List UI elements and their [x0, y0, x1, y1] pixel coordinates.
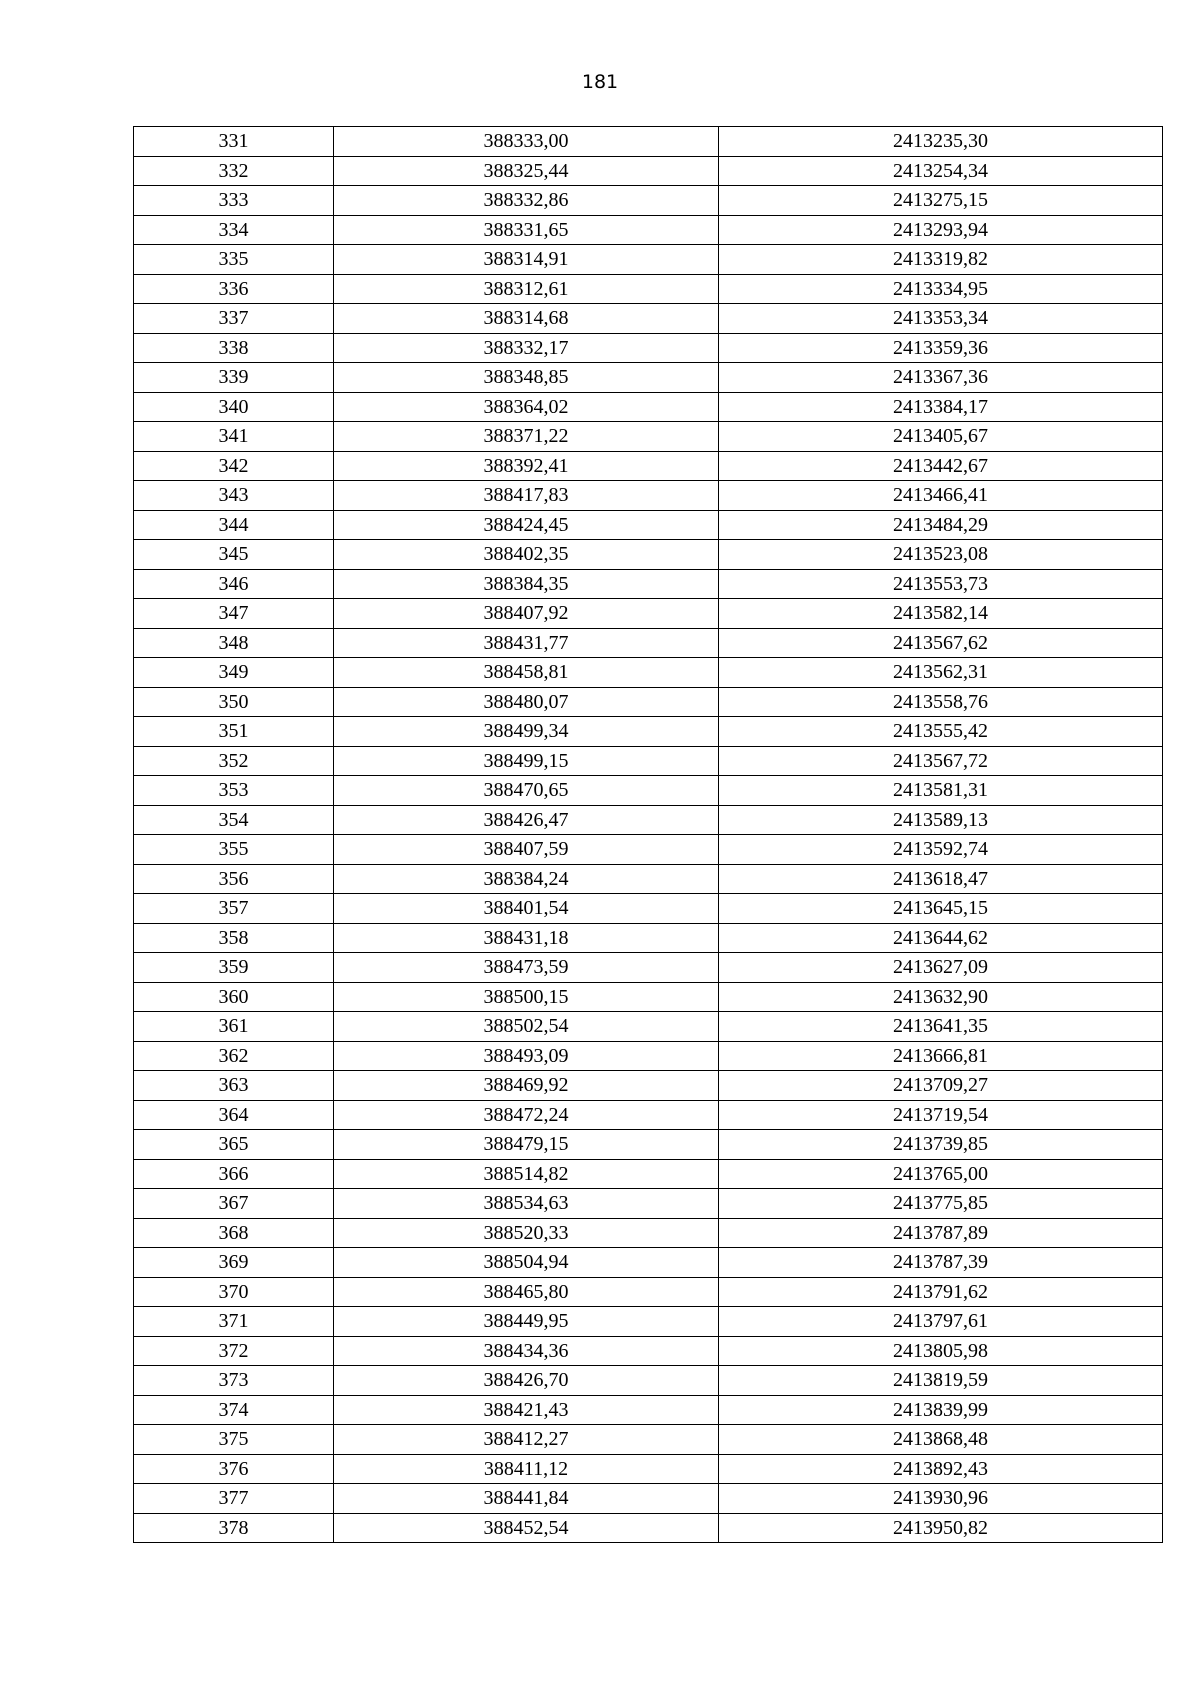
- table-row: [134, 805, 1163, 835]
- point-number-cell: 339: [134, 363, 334, 393]
- y-coordinate-cell: 2413868,48: [719, 1425, 1163, 1455]
- point-number-cell: 355: [134, 835, 334, 865]
- point-number-cell: 358: [134, 923, 334, 953]
- point-number-cell: 366: [134, 1159, 334, 1189]
- y-coordinate-cell: 2413293,94: [719, 215, 1163, 245]
- point-number-cell: 368: [134, 1218, 334, 1248]
- point-number-cell: 365: [134, 1130, 334, 1160]
- y-coordinate-cell: 2413235,30: [719, 127, 1163, 157]
- y-coordinate-cell: 2413254,34: [719, 156, 1163, 186]
- x-coordinate-cell: 388314,91: [334, 245, 719, 275]
- y-coordinate-cell: 2413319,82: [719, 245, 1163, 275]
- y-coordinate-cell: 2413645,15: [719, 894, 1163, 924]
- table-row: [134, 510, 1163, 540]
- y-coordinate-cell: 2413592,74: [719, 835, 1163, 865]
- point-number-cell: 362: [134, 1041, 334, 1071]
- table-row: [134, 687, 1163, 717]
- y-coordinate-cell: 2413567,72: [719, 746, 1163, 776]
- point-number-cell: 359: [134, 953, 334, 983]
- point-number-cell: 374: [134, 1395, 334, 1425]
- table-row: [134, 540, 1163, 570]
- coordinates-table: [133, 126, 1163, 1543]
- y-coordinate-cell: 2413555,42: [719, 717, 1163, 747]
- table-row: [134, 481, 1163, 511]
- table-row: [134, 363, 1163, 393]
- point-number-cell: 369: [134, 1248, 334, 1278]
- point-number-cell: 364: [134, 1100, 334, 1130]
- table-row: [134, 746, 1163, 776]
- table-row: [134, 1425, 1163, 1455]
- x-coordinate-cell: 388325,44: [334, 156, 719, 186]
- y-coordinate-cell: 2413839,99: [719, 1395, 1163, 1425]
- x-coordinate-cell: 388417,83: [334, 481, 719, 511]
- x-coordinate-cell: 388493,09: [334, 1041, 719, 1071]
- x-coordinate-cell: 388421,43: [334, 1395, 719, 1425]
- y-coordinate-cell: 2413484,29: [719, 510, 1163, 540]
- x-coordinate-cell: 388401,54: [334, 894, 719, 924]
- point-number-cell: 345: [134, 540, 334, 570]
- point-number-cell: 344: [134, 510, 334, 540]
- table-row: [134, 1012, 1163, 1042]
- table-row: [134, 156, 1163, 186]
- x-coordinate-cell: 388449,95: [334, 1307, 719, 1337]
- x-coordinate-cell: 388465,80: [334, 1277, 719, 1307]
- point-number-cell: 376: [134, 1454, 334, 1484]
- table-row: [134, 717, 1163, 747]
- table-row: [134, 1248, 1163, 1278]
- point-number-cell: 351: [134, 717, 334, 747]
- x-coordinate-cell: 388348,85: [334, 363, 719, 393]
- x-coordinate-cell: 388312,61: [334, 274, 719, 304]
- y-coordinate-cell: 2413582,14: [719, 599, 1163, 629]
- x-coordinate-cell: 388472,24: [334, 1100, 719, 1130]
- x-coordinate-cell: 388314,68: [334, 304, 719, 334]
- table-row: [134, 1484, 1163, 1514]
- x-coordinate-cell: 388514,82: [334, 1159, 719, 1189]
- table-row: [134, 835, 1163, 865]
- table-row: [134, 569, 1163, 599]
- table-row: [134, 1159, 1163, 1189]
- point-number-cell: 342: [134, 451, 334, 481]
- table-row: [134, 1454, 1163, 1484]
- y-coordinate-cell: 2413589,13: [719, 805, 1163, 835]
- y-coordinate-cell: 2413275,15: [719, 186, 1163, 216]
- table-row: [134, 1513, 1163, 1543]
- point-number-cell: 336: [134, 274, 334, 304]
- x-coordinate-cell: 388331,65: [334, 215, 719, 245]
- y-coordinate-cell: 2413805,98: [719, 1336, 1163, 1366]
- y-coordinate-cell: 2413787,39: [719, 1248, 1163, 1278]
- y-coordinate-cell: 2413627,09: [719, 953, 1163, 983]
- y-coordinate-cell: 2413553,73: [719, 569, 1163, 599]
- y-coordinate-cell: 2413558,76: [719, 687, 1163, 717]
- x-coordinate-cell: 388407,59: [334, 835, 719, 865]
- table-row: [134, 1366, 1163, 1396]
- x-coordinate-cell: 388434,36: [334, 1336, 719, 1366]
- point-number-cell: 375: [134, 1425, 334, 1455]
- y-coordinate-cell: 2413892,43: [719, 1454, 1163, 1484]
- x-coordinate-cell: 388470,65: [334, 776, 719, 806]
- y-coordinate-cell: 2413562,31: [719, 658, 1163, 688]
- point-number-cell: 354: [134, 805, 334, 835]
- x-coordinate-cell: 388469,92: [334, 1071, 719, 1101]
- table-row: [134, 923, 1163, 953]
- table-row: [134, 1336, 1163, 1366]
- point-number-cell: 331: [134, 127, 334, 157]
- point-number-cell: 333: [134, 186, 334, 216]
- table-row: [134, 1395, 1163, 1425]
- x-coordinate-cell: 388412,27: [334, 1425, 719, 1455]
- x-coordinate-cell: 388402,35: [334, 540, 719, 570]
- table-row: [134, 658, 1163, 688]
- point-number-cell: 349: [134, 658, 334, 688]
- y-coordinate-cell: 2413765,00: [719, 1159, 1163, 1189]
- point-number-cell: 338: [134, 333, 334, 363]
- x-coordinate-cell: 388431,77: [334, 628, 719, 658]
- table-row: [134, 392, 1163, 422]
- point-number-cell: 347: [134, 599, 334, 629]
- x-coordinate-cell: 388364,02: [334, 392, 719, 422]
- y-coordinate-cell: 2413618,47: [719, 864, 1163, 894]
- point-number-cell: 350: [134, 687, 334, 717]
- x-coordinate-cell: 388431,18: [334, 923, 719, 953]
- table-row: [134, 215, 1163, 245]
- table-row: [134, 186, 1163, 216]
- x-coordinate-cell: 388499,15: [334, 746, 719, 776]
- x-coordinate-cell: 388499,34: [334, 717, 719, 747]
- y-coordinate-cell: 2413666,81: [719, 1041, 1163, 1071]
- x-coordinate-cell: 388441,84: [334, 1484, 719, 1514]
- point-number-cell: 367: [134, 1189, 334, 1219]
- table-row: [134, 1041, 1163, 1071]
- point-number-cell: 357: [134, 894, 334, 924]
- point-number-cell: 341: [134, 422, 334, 452]
- x-coordinate-cell: 388504,94: [334, 1248, 719, 1278]
- y-coordinate-cell: 2413709,27: [719, 1071, 1163, 1101]
- y-coordinate-cell: 2413930,96: [719, 1484, 1163, 1514]
- y-coordinate-cell: 2413719,54: [719, 1100, 1163, 1130]
- x-coordinate-cell: 388371,22: [334, 422, 719, 452]
- point-number-cell: 348: [134, 628, 334, 658]
- point-number-cell: 335: [134, 245, 334, 275]
- y-coordinate-cell: 2413581,31: [719, 776, 1163, 806]
- y-coordinate-cell: 2413819,59: [719, 1366, 1163, 1396]
- y-coordinate-cell: 2413644,62: [719, 923, 1163, 953]
- table-row: [134, 1071, 1163, 1101]
- y-coordinate-cell: 2413775,85: [719, 1189, 1163, 1219]
- table-row: [134, 1130, 1163, 1160]
- table-row: [134, 304, 1163, 334]
- point-number-cell: 373: [134, 1366, 334, 1396]
- y-coordinate-cell: 2413384,17: [719, 392, 1163, 422]
- table-row: [134, 982, 1163, 1012]
- table-row: [134, 599, 1163, 629]
- page-number: 181: [581, 71, 619, 93]
- point-number-cell: 343: [134, 481, 334, 511]
- y-coordinate-cell: 2413334,95: [719, 274, 1163, 304]
- y-coordinate-cell: 2413791,62: [719, 1277, 1163, 1307]
- table-row: [134, 1307, 1163, 1337]
- y-coordinate-cell: 2413641,35: [719, 1012, 1163, 1042]
- x-coordinate-cell: 388333,00: [334, 127, 719, 157]
- y-coordinate-cell: 2413523,08: [719, 540, 1163, 570]
- x-coordinate-cell: 388479,15: [334, 1130, 719, 1160]
- y-coordinate-cell: 2413466,41: [719, 481, 1163, 511]
- y-coordinate-cell: 2413359,36: [719, 333, 1163, 363]
- point-number-cell: 353: [134, 776, 334, 806]
- table-row: [134, 1277, 1163, 1307]
- table-row: [134, 333, 1163, 363]
- point-number-cell: 377: [134, 1484, 334, 1514]
- x-coordinate-cell: 388502,54: [334, 1012, 719, 1042]
- y-coordinate-cell: 2413797,61: [719, 1307, 1163, 1337]
- x-coordinate-cell: 388392,41: [334, 451, 719, 481]
- point-number-cell: 340: [134, 392, 334, 422]
- x-coordinate-cell: 388458,81: [334, 658, 719, 688]
- y-coordinate-cell: 2413442,67: [719, 451, 1163, 481]
- point-number-cell: 361: [134, 1012, 334, 1042]
- x-coordinate-cell: 388473,59: [334, 953, 719, 983]
- table-row: [134, 1100, 1163, 1130]
- x-coordinate-cell: 388426,70: [334, 1366, 719, 1396]
- point-number-cell: 371: [134, 1307, 334, 1337]
- table-row: [134, 953, 1163, 983]
- x-coordinate-cell: 388452,54: [334, 1513, 719, 1543]
- table-row: [134, 127, 1163, 157]
- table-row: [134, 1218, 1163, 1248]
- point-number-cell: 363: [134, 1071, 334, 1101]
- y-coordinate-cell: 2413367,36: [719, 363, 1163, 393]
- x-coordinate-cell: 388384,24: [334, 864, 719, 894]
- x-coordinate-cell: 388480,07: [334, 687, 719, 717]
- y-coordinate-cell: 2413353,34: [719, 304, 1163, 334]
- x-coordinate-cell: 388424,45: [334, 510, 719, 540]
- x-coordinate-cell: 388534,63: [334, 1189, 719, 1219]
- table-row: [134, 245, 1163, 275]
- y-coordinate-cell: 2413787,89: [719, 1218, 1163, 1248]
- point-number-cell: 346: [134, 569, 334, 599]
- point-number-cell: 356: [134, 864, 334, 894]
- table-row: [134, 628, 1163, 658]
- point-number-cell: 370: [134, 1277, 334, 1307]
- y-coordinate-cell: 2413739,85: [719, 1130, 1163, 1160]
- x-coordinate-cell: 388384,35: [334, 569, 719, 599]
- x-coordinate-cell: 388332,17: [334, 333, 719, 363]
- point-number-cell: 337: [134, 304, 334, 334]
- table-row: [134, 776, 1163, 806]
- x-coordinate-cell: 388520,33: [334, 1218, 719, 1248]
- point-number-cell: 352: [134, 746, 334, 776]
- y-coordinate-cell: 2413405,67: [719, 422, 1163, 452]
- point-number-cell: 332: [134, 156, 334, 186]
- point-number-cell: 360: [134, 982, 334, 1012]
- table-row: [134, 422, 1163, 452]
- table-row: [134, 894, 1163, 924]
- table-row: [134, 1189, 1163, 1219]
- y-coordinate-cell: 2413950,82: [719, 1513, 1163, 1543]
- table-row: [134, 451, 1163, 481]
- table-row: [134, 274, 1163, 304]
- x-coordinate-cell: 388411,12: [334, 1454, 719, 1484]
- point-number-cell: 334: [134, 215, 334, 245]
- x-coordinate-cell: 388332,86: [334, 186, 719, 216]
- x-coordinate-cell: 388500,15: [334, 982, 719, 1012]
- y-coordinate-cell: 2413567,62: [719, 628, 1163, 658]
- y-coordinate-cell: 2413632,90: [719, 982, 1163, 1012]
- point-number-cell: 372: [134, 1336, 334, 1366]
- x-coordinate-cell: 388407,92: [334, 599, 719, 629]
- table-row: [134, 864, 1163, 894]
- table-body: [134, 127, 1163, 1543]
- x-coordinate-cell: 388426,47: [334, 805, 719, 835]
- point-number-cell: 378: [134, 1513, 334, 1543]
